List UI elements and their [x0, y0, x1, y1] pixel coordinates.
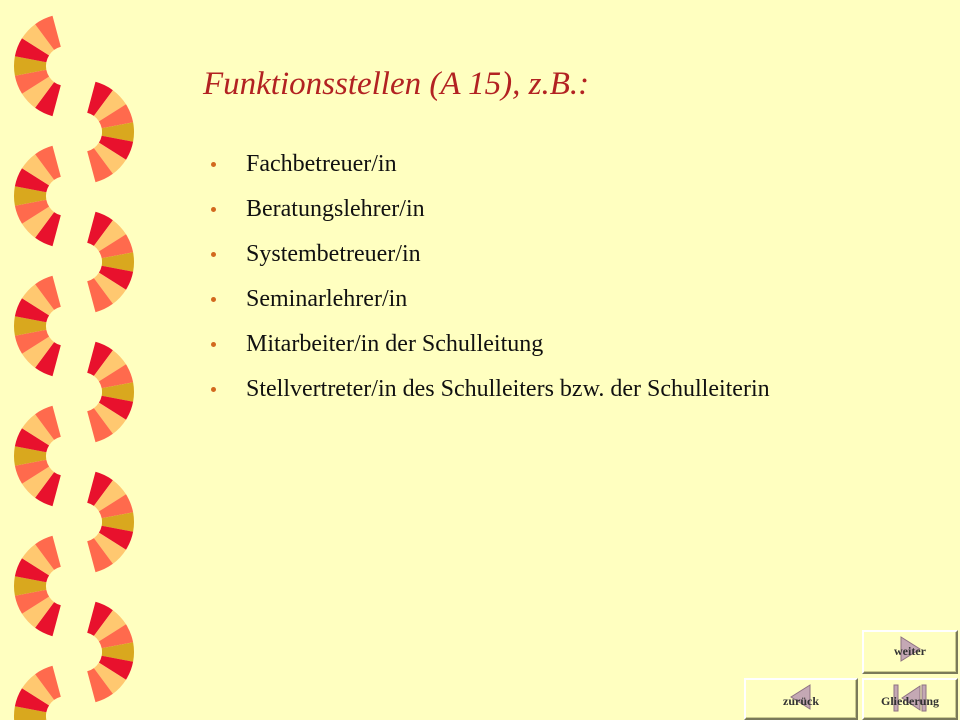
bullet-text: Seminarlehrer/in	[246, 286, 408, 312]
bullet-dot-icon	[211, 162, 216, 167]
fan-segment	[14, 146, 61, 246]
fan-segment	[14, 406, 61, 506]
next-button[interactable]	[862, 630, 958, 674]
next-label: weiter	[894, 644, 926, 658]
bullet-dot-icon	[211, 207, 216, 212]
bullet-item	[210, 285, 850, 313]
bullet-item	[210, 150, 850, 178]
bullet-item	[210, 195, 850, 223]
bullet-list	[210, 150, 850, 420]
back-label: zurück	[783, 694, 819, 708]
bullet-item	[210, 375, 850, 403]
fan-segment	[14, 16, 61, 116]
fan-segment	[14, 536, 61, 636]
fan-segment	[87, 602, 134, 702]
bullet-dot-icon	[211, 297, 216, 302]
bullet-text: Fachbetreuer/in	[246, 151, 397, 177]
bullet-text: Beratungslehrer/in	[246, 196, 425, 222]
outline-button[interactable]	[862, 678, 958, 720]
bullet-dot-icon	[211, 252, 216, 257]
bullet-dot-icon	[211, 387, 216, 392]
fan-segment	[14, 666, 61, 720]
bullet-text: Systembetreuer/in	[246, 241, 421, 267]
bullet-text: Mitarbeiter/in der Schulleitung	[246, 331, 544, 357]
fan-segment	[87, 82, 134, 182]
fan-border-decoration	[0, 0, 140, 720]
bullet-item	[210, 240, 850, 268]
fan-segment	[14, 276, 61, 376]
fan-segment	[87, 212, 134, 312]
bullet-dot-icon	[211, 342, 216, 347]
outline-label: Gliederung	[880, 694, 939, 708]
bullet-item	[210, 330, 850, 358]
bullet-text: Stellvertreter/in des Schulleiters bzw. der Schulleiterin	[246, 376, 770, 402]
fan-segment	[87, 472, 134, 572]
slide-title: Funktionsstellen (A 15), z.B.:	[203, 66, 590, 102]
fan-segment	[87, 342, 134, 442]
back-button[interactable]	[744, 678, 858, 720]
